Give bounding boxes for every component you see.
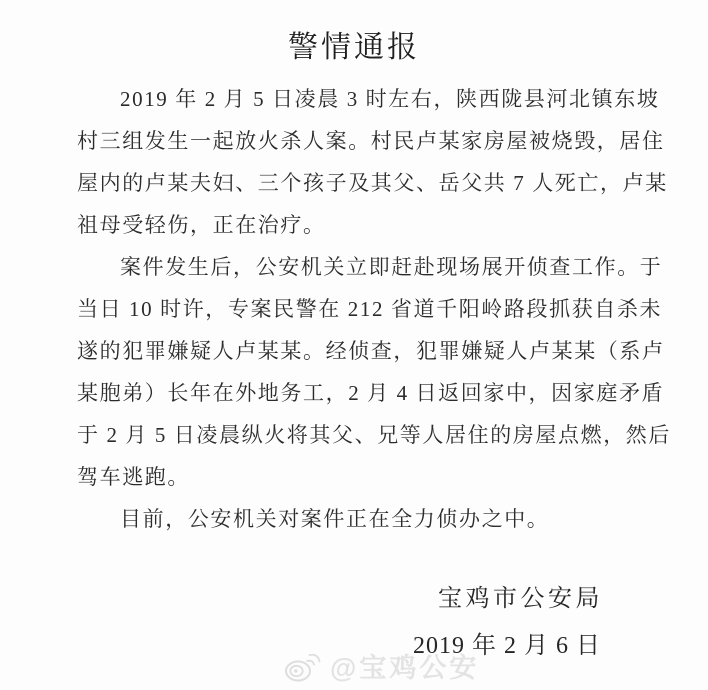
weibo-icon [283, 648, 321, 684]
document-title: 警情通报 [288, 31, 420, 64]
weibo-watermark [283, 646, 479, 685]
body-line: 于 2 月 5 日凌晨纵火将其父、兄等人居住的房屋点燃，然后 [77, 423, 671, 447]
body-line: 2019 年 2 月 5 日凌晨 3 时左右，陕西陇县河北镇东坡 [120, 87, 660, 111]
signature-agency: 宝鸡市公安局 [438, 586, 603, 612]
document-body [77, 78, 673, 540]
body-line: 当日 10 时许，专案民警在 212 省道千阳岭路段抓获自杀未 [77, 297, 663, 321]
body-line: 目前，公安机关对案件正在全力侦办之中。 [120, 507, 550, 531]
body-line: 案件发生后，公安机关立即赶赴现场展开侦查工作。于 [120, 255, 663, 279]
body-line: 村三组发生一起放火杀人案。村民卢某家房屋被烧毁，居住 [77, 129, 665, 153]
body-line: 某胞弟）长年在外地务工，2 月 4 日返回家中，因家庭矛盾 [77, 381, 665, 405]
body-line: 遂的犯罪嫌疑人卢某某。经侦查，犯罪嫌疑人卢某某（系卢 [77, 339, 665, 363]
body-line: 屋内的卢某夫妇、三个孩子及其父、岳父共 7 人死亡，卢某 [77, 171, 668, 195]
watermark-text: @宝鸡公安 [330, 653, 480, 683]
signature-date: 2019 年 2 月 6 日 [413, 633, 601, 659]
body-line: 祖母受轻伤，正在治疗。 [77, 213, 326, 237]
body-line: 驾车逃跑。 [77, 465, 190, 489]
